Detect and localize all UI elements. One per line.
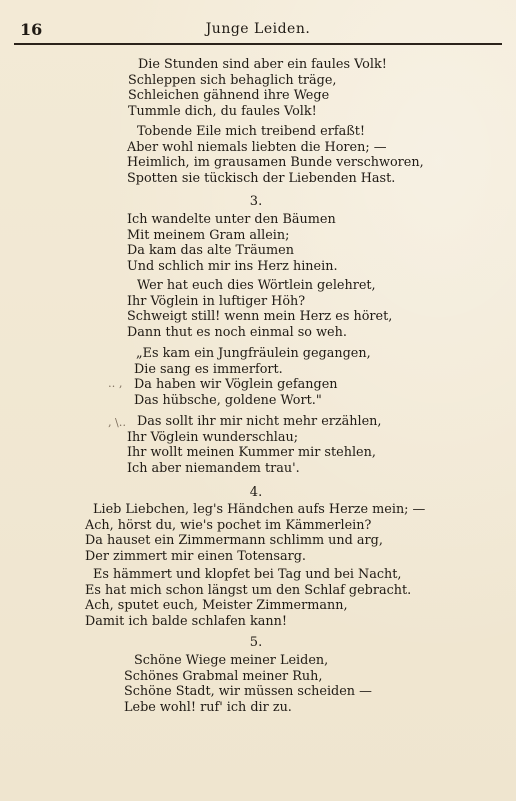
verse-line: Heimlich, im grausamen Bunde verschworen, — [127, 155, 424, 170]
verse-line: Schönes Grabmal meiner Ruh, — [124, 668, 323, 684]
verse-line: Mit meinem Gram allein; — [127, 227, 290, 243]
verse-line: Aber wohl niemals liebten die Horen; — — [127, 139, 387, 155]
section-3-stanza-1 — [127, 212, 338, 274]
verse-line: Das hübsche, goldene Wort." — [134, 392, 322, 408]
verse-line: Damit ich balde schlafen kann! — [85, 613, 287, 629]
verse-line: Ach, sputet euch, Meister Zimmermann, — [85, 598, 348, 613]
verse-line: Schweigt still! wenn mein Herz es höret, — [127, 309, 393, 324]
verse-line: Tummle dich, du faules Volk! — [128, 103, 317, 119]
intro-stanza-1 — [128, 57, 387, 119]
section-number-4: 4. — [249, 485, 263, 500]
verse-line: Da haben wir Vöglein gefangen — [134, 377, 338, 392]
verse-line: Die Stunden sind aber ein faules Volk! — [138, 57, 387, 72]
verse-line: Ich wandelte unter den Bäumen — [127, 212, 336, 227]
page-header — [14, 18, 502, 40]
margin-mark: ‚ \‥ — [108, 416, 127, 429]
margin-mark: ‥ ‚ — [108, 377, 123, 390]
section-3-stanza-2 — [127, 278, 392, 340]
verse-line: Ihr wollt meinen Kummer mir stehlen, — [127, 445, 376, 460]
verse-line: Es hämmert und klopfet bei Tag und bei Nacht, — [93, 567, 402, 582]
verse-line: Tobende Eile mich treibend erfaßt! — [137, 124, 366, 139]
header-rule — [14, 43, 502, 45]
verse-line: Schöne Wiege meiner Leiden, — [134, 653, 329, 668]
verse-line: Spotten sie tückisch der Liebenden Hast. — [127, 170, 396, 186]
verse-line: Schleppen sich behaglich träge, — [128, 72, 337, 88]
verse-line: Da kam das alte Träumen — [127, 243, 294, 258]
section-4-stanza-2 — [85, 567, 411, 629]
verse-line: Schöne Stadt, wir müssen scheiden — — [124, 684, 372, 699]
section-3-stanza-3 — [136, 346, 371, 408]
verse-line: Ach, hörst du, wie's pochet im Kämmerlein? — [85, 517, 372, 533]
verse-line: Ihr Vöglein in luftiger Höh? — [127, 293, 306, 309]
verse-line: Der zimmert mir einen Totensarg. — [85, 548, 307, 564]
section-4-stanza-1 — [85, 502, 425, 564]
verse-line: Die sang es immerfort. — [134, 361, 283, 377]
section-number-3: 3. — [249, 194, 263, 209]
verse-line: Wer hat euch dies Wörtlein gelehret, — [137, 278, 376, 293]
verse-line: Und schlich mir ins Herz hinein. — [127, 258, 338, 274]
verse-line: Dann thut es noch einmal so weh. — [127, 324, 347, 340]
verse-line: Ich aber niemandem trau'. — [127, 460, 300, 476]
section-number-5: 5. — [249, 635, 263, 650]
verse-line: Es hat mich schon längst um den Schlaf gebracht. — [85, 582, 412, 598]
verse-line: Das sollt ihr mir nicht mehr erzählen, — [137, 414, 382, 429]
running-head: Junge Leiden. — [205, 21, 311, 37]
verse-line: Schleichen gähnend ihre Wege — [128, 88, 330, 103]
verse-line: Da hauset ein Zimmermann schlimm und arg, — [85, 533, 383, 548]
section-5-stanza-1 — [124, 653, 372, 715]
section-3-stanza-4 — [127, 414, 382, 476]
verse-line: Lebe wohl! ruf' ich dir zu. — [124, 699, 292, 715]
verse-line: Lieb Liebchen, leg's Händchen aufs Herze mein; — — [93, 502, 426, 517]
intro-stanza-2 — [127, 124, 424, 186]
page-number: 16 — [20, 20, 43, 39]
verse-line: Ihr Vöglein wunderschlau; — [127, 429, 299, 445]
verse-line: „Es kam ein Jungfräulein gegangen, — [136, 346, 371, 361]
